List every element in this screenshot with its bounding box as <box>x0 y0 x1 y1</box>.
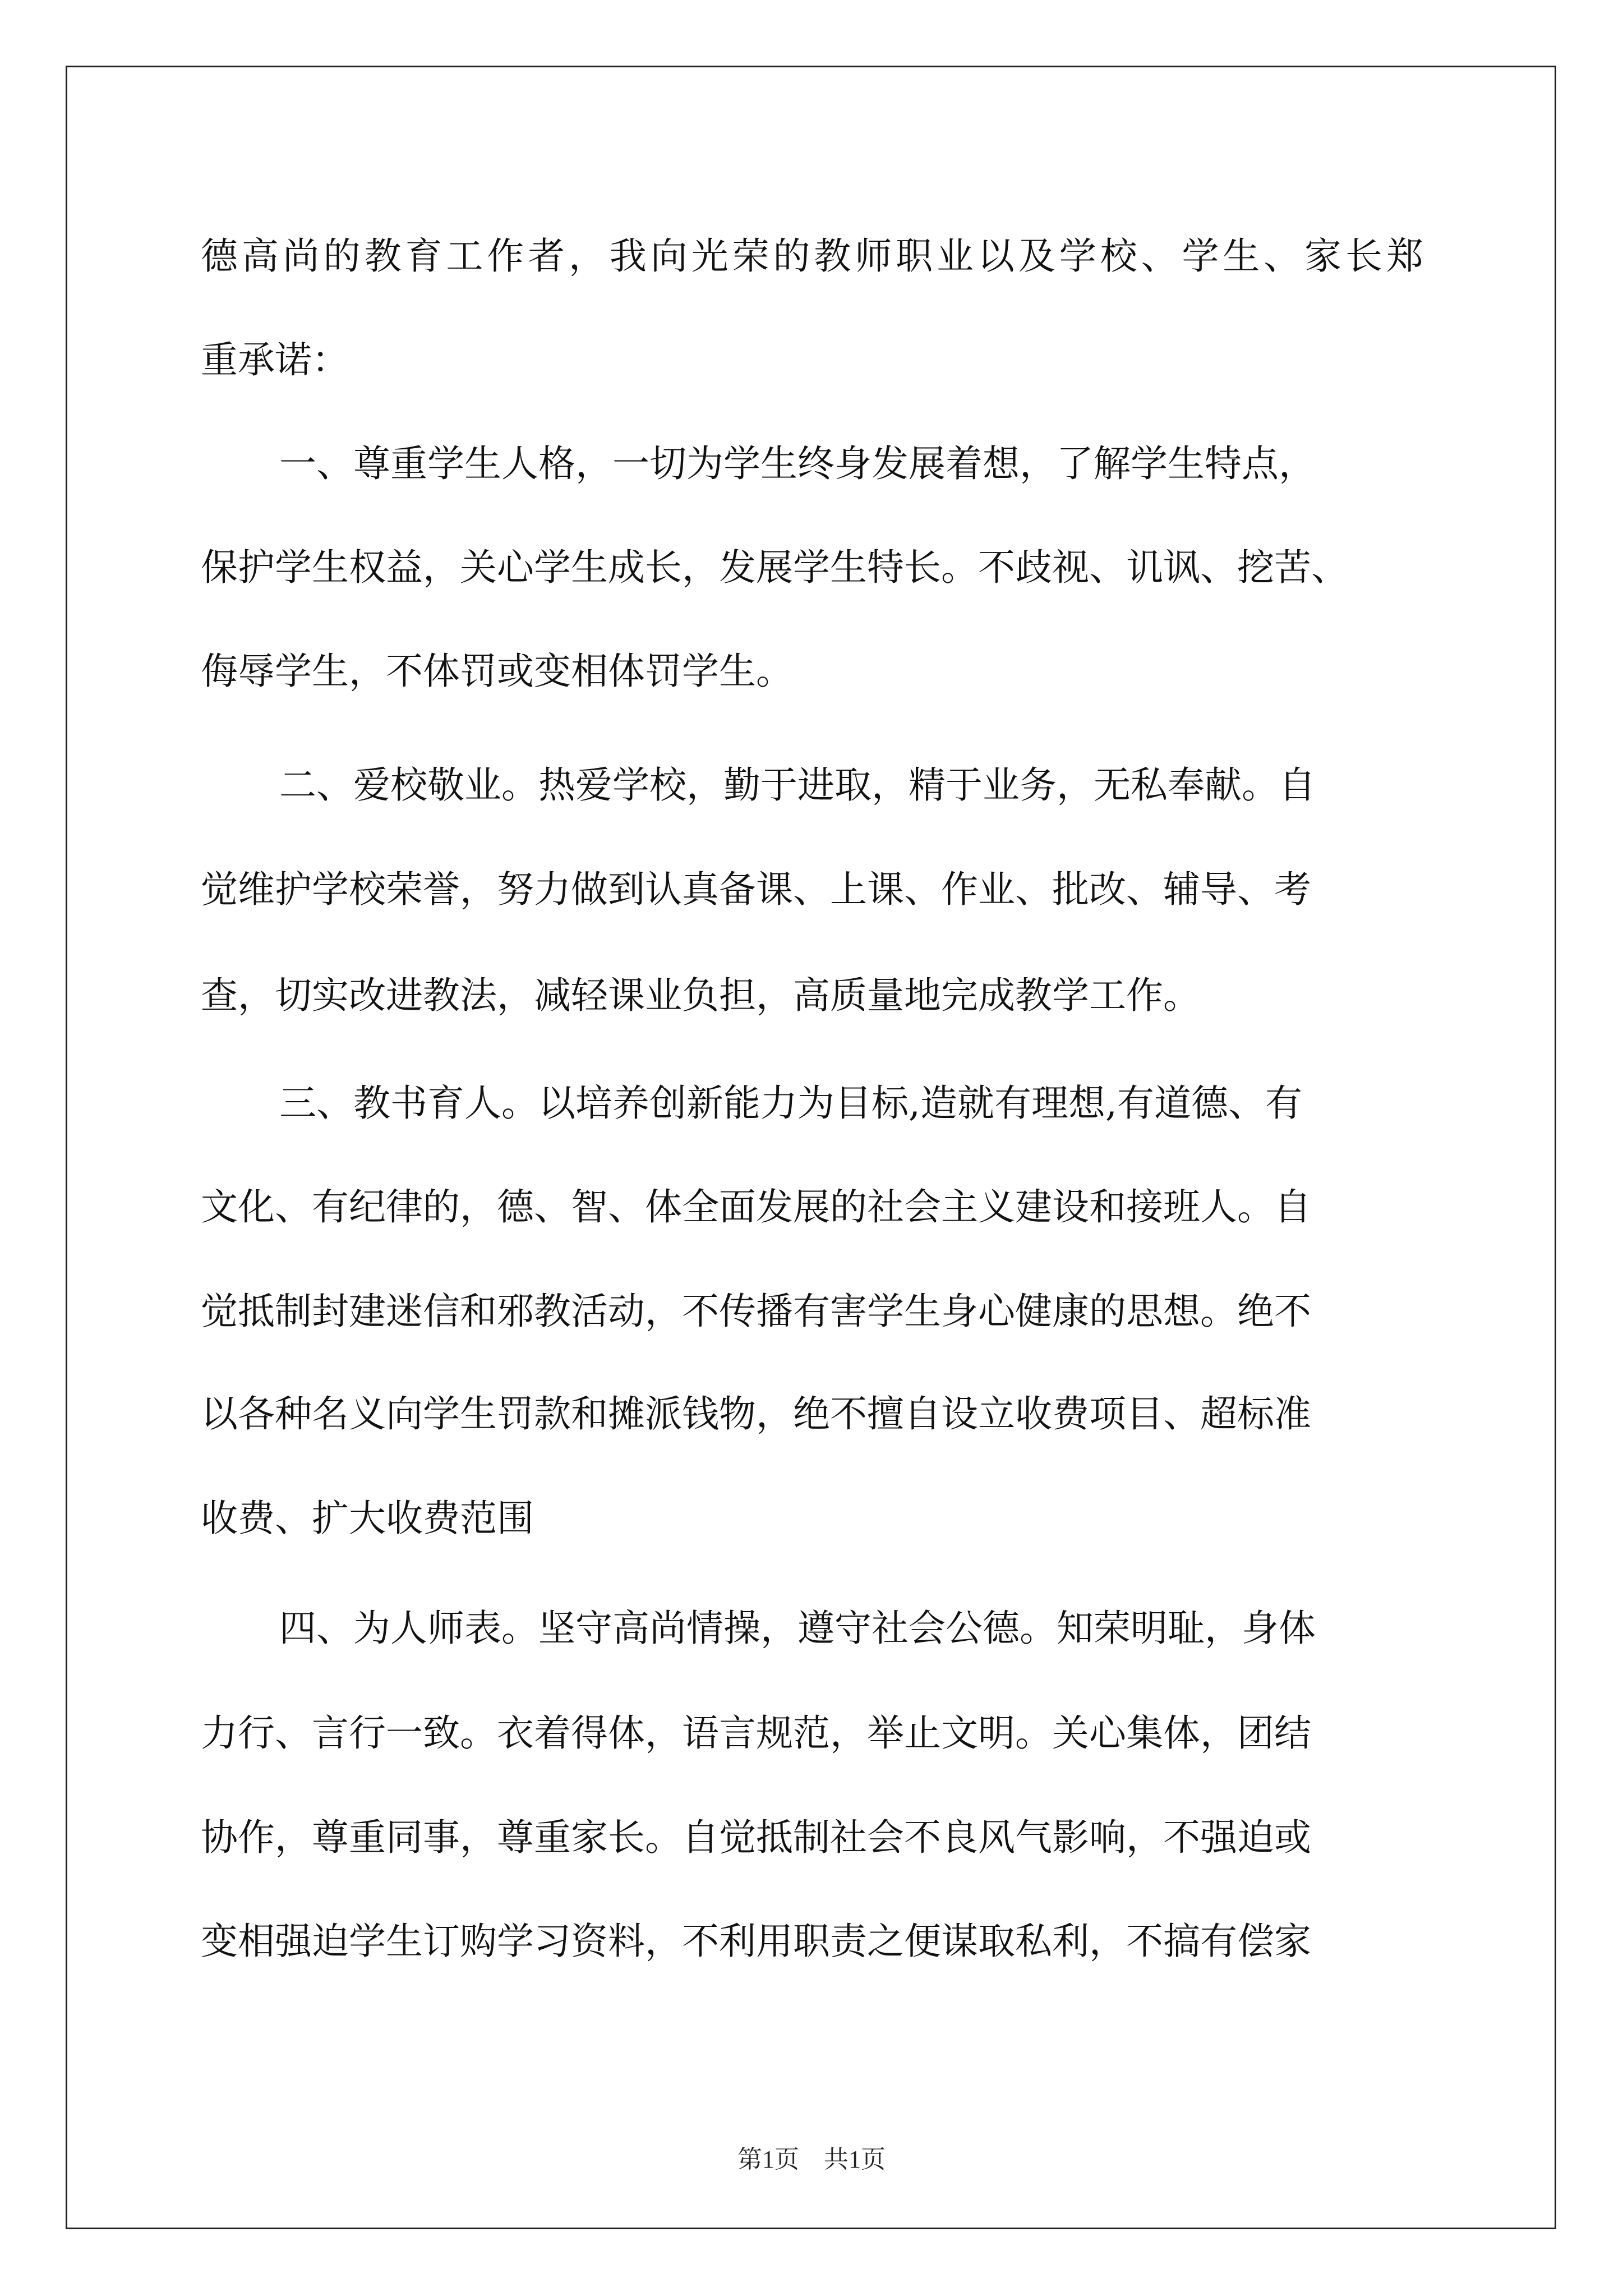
line-text: 收费、扩大收费范围 <box>201 1497 534 1540</box>
text-line <box>0 537 1623 599</box>
line-text: 力行、言行一致。衣着得体，语言规范，举止文明。关心集体，团结 <box>201 1711 1311 1755</box>
text-line <box>0 329 1623 391</box>
text-line <box>0 754 1623 816</box>
line-text: 协作，尊重同事，尊重家长。自觉抵制社会不良风气影响，不强迫或 <box>201 1816 1311 1859</box>
text-line <box>0 1807 1623 1869</box>
text-line <box>0 1073 1623 1134</box>
line-text: 变相强迫学生订购学习资料，不利用职责之便谋取私利，不搞有偿家 <box>201 1920 1311 1963</box>
text-line <box>0 1176 1623 1238</box>
text-line <box>0 1598 1623 1659</box>
text-line <box>0 1911 1623 1972</box>
text-line <box>0 965 1623 1027</box>
page-total: 共1页 <box>824 2146 886 2173</box>
line-text: 查，切实改进教法，减轻课业负担，高质量地完成教学工作。 <box>201 974 1200 1017</box>
page-number: 第1页 <box>737 2146 799 2173</box>
text-line <box>0 1488 1623 1549</box>
line-text: 文化、有纪律的，德、智、体全面发展的社会主义建设和接班人。自 <box>201 1185 1311 1228</box>
line-text: 一、尊重学生人格，一切为学生终身发展着想，了解学生特点， <box>279 442 1316 485</box>
text-line <box>0 1281 1623 1342</box>
text-line <box>0 641 1623 702</box>
text-line <box>0 433 1623 495</box>
text-line <box>0 1703 1623 1764</box>
line-text: 二、爱校敬业。热爱学校，勤于进取，精于业务，无私奉献。自 <box>279 763 1316 807</box>
text-line <box>0 226 1623 287</box>
line-text: 四、为人师表。坚守高尚情操，遵守社会公德。知荣明耻，身体 <box>279 1607 1316 1650</box>
line-text: 觉抵制封建迷信和邪教活动，不传播有害学生身心健康的思想。绝不 <box>201 1290 1311 1333</box>
line-text: 三、教书育人。以培养创新能力为目标,造就有理想,有道德、有 <box>279 1082 1302 1125</box>
line-text: 以各种名义向学生罚款和摊派钱物，绝不擅自设立收费项目、超标准 <box>201 1392 1311 1435</box>
page-footer <box>0 2143 1623 2177</box>
text-line <box>0 1383 1623 1445</box>
line-text: 觉维护学校荣誉，努力做到认真备课、上课、作业、批改、辅导、考 <box>201 868 1311 911</box>
line-text: 保护学生权益，关心学生成长，发展学生特长。不歧视、讥讽、挖苦、 <box>201 546 1348 589</box>
line-text: 德 高 尚 的 教 育 工 作 者 ， 我 向 光 荣 的 教 师 职 业 以 及 学 校 、 学 生 、 家 长 郑 <box>201 234 1423 278</box>
line-text: 重承诺： <box>201 338 349 381</box>
text-line <box>0 859 1623 921</box>
line-text: 侮辱学生，不体罚或变相体罚学生。 <box>201 650 793 693</box>
